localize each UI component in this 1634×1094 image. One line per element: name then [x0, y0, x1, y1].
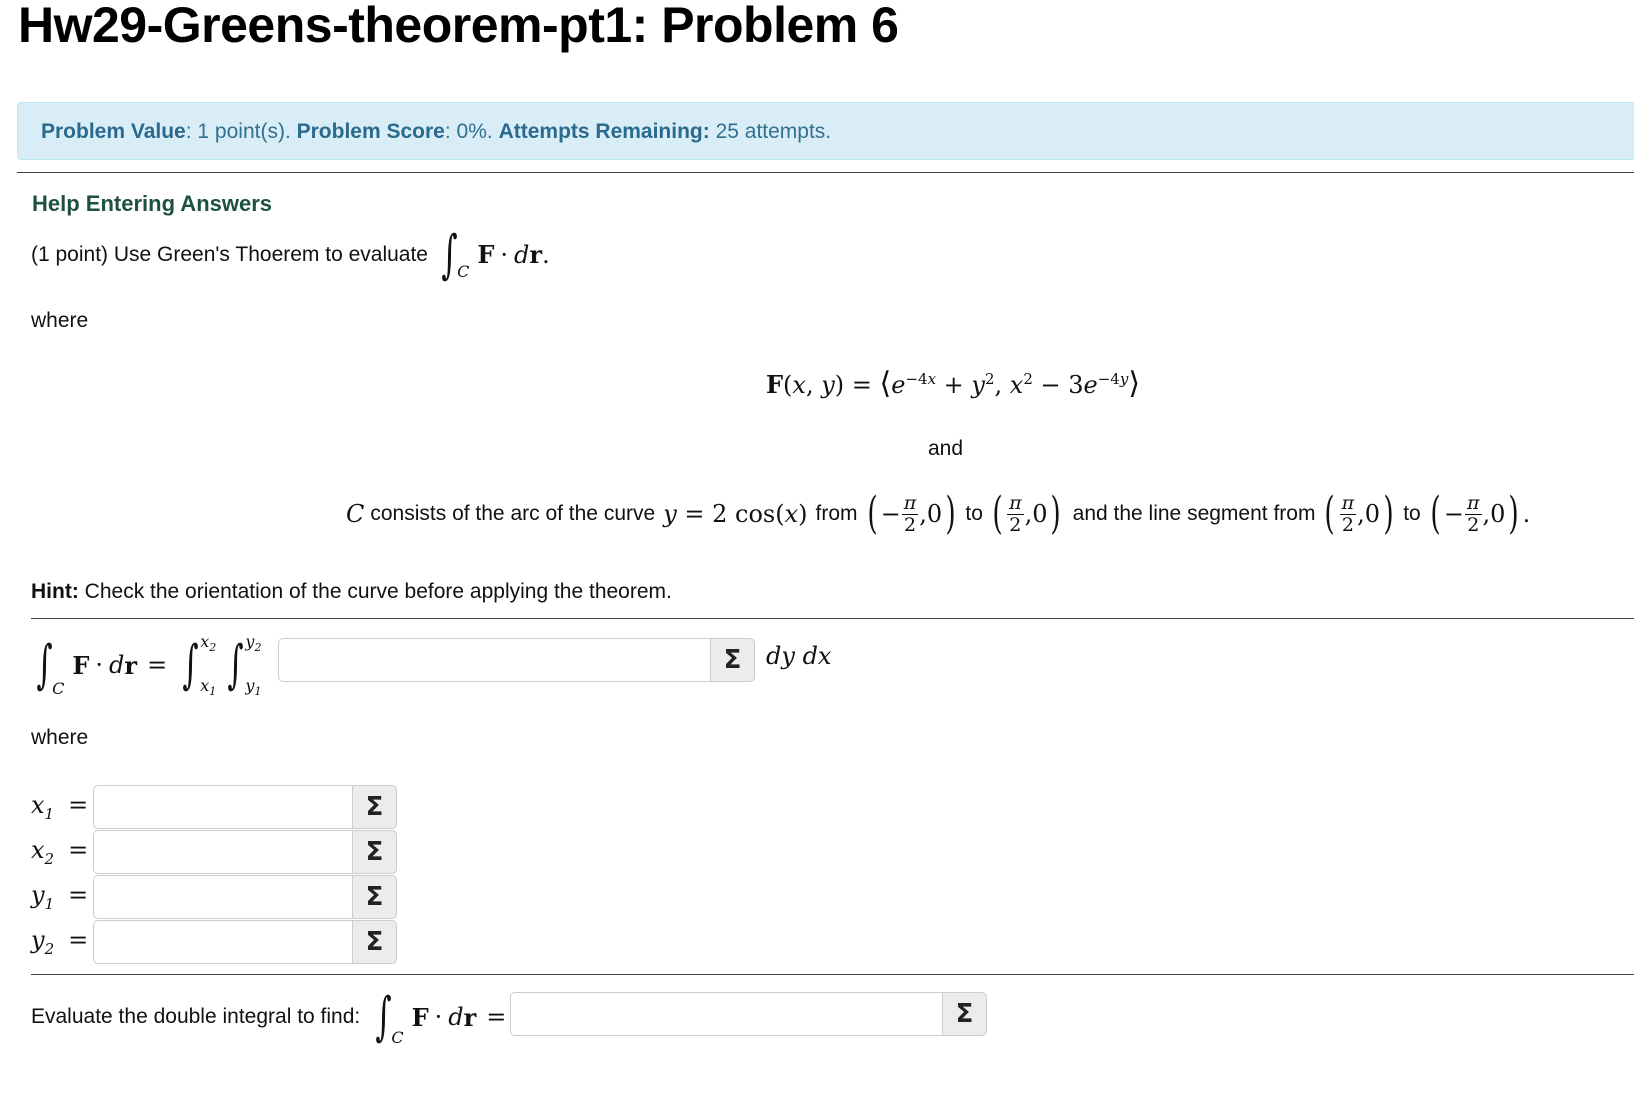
sigma-icon[interactable]: Σ	[352, 785, 397, 829]
divider	[31, 618, 1634, 619]
segment-start: ( $\frac{\pi}{2}$ ,0 )	[1324, 488, 1394, 539]
point-end: ( $\frac{\pi}{2}$ ,0 )	[992, 488, 1062, 539]
sigma-icon[interactable]: Σ	[942, 992, 987, 1036]
y1-input[interactable]	[93, 875, 352, 919]
problem-intro-text: (1 point) Use Green's Thoerem to evaluate	[31, 242, 428, 266]
curve-text-2: and the line segment from	[1072, 502, 1316, 525]
where-text-2: where	[31, 726, 89, 749]
attempts-remaining-text: 25 attempts.	[709, 120, 832, 143]
integrand-answer	[278, 638, 755, 682]
sigma-icon[interactable]: Σ	[352, 830, 397, 874]
final-integral-expression: ∫ C F · d r =	[375, 987, 507, 1047]
final-input[interactable]	[510, 992, 942, 1036]
divider	[17, 172, 1634, 173]
evaluate-row	[31, 985, 506, 1049]
y2-label: $y_2$ =	[31, 926, 89, 958]
integrand-input[interactable]	[278, 638, 710, 682]
final-answer	[510, 992, 987, 1036]
attempts-remaining-label: Attempts Remaining:	[498, 120, 710, 143]
problem-score-label: Problem Score	[296, 120, 445, 143]
help-entering-answers-link[interactable]: Help Entering Answers	[32, 191, 273, 216]
problem-intro	[31, 224, 550, 285]
x2-label: $x_2$ =	[31, 836, 89, 868]
from-text: from	[815, 502, 858, 525]
y1-label: $y_1$ =	[31, 881, 89, 913]
x2-answer	[93, 830, 397, 874]
x1-answer	[93, 785, 397, 829]
problem-score-text: : 0%.	[444, 120, 499, 143]
hint-text: Check the orientation of the curve before applying the theorem.	[84, 580, 672, 603]
y2-input[interactable]	[93, 920, 352, 964]
point-start: ( − $\frac{\pi}{2}$ ,0 )	[866, 488, 956, 539]
problem-value-text: : 1 point(s).	[185, 120, 297, 143]
to-text-2: to	[1403, 502, 1421, 525]
sigma-icon[interactable]: Σ	[352, 875, 397, 919]
hint-label: Hint:	[31, 580, 79, 603]
vector-field-equation: F(x, $y) = ⟨e^{-4x} + y^2$, $x^2$ − $3e^{-4y}⟩$	[766, 366, 1141, 401]
curve-text-1: consists of the arc of the curve	[370, 502, 656, 525]
y1-answer	[93, 875, 397, 919]
sigma-icon[interactable]: Σ	[352, 920, 397, 964]
page-title: Hw29-Greens-theorem-pt1: Problem 6	[18, 0, 899, 53]
line-integral-expression: ∫ C F · d r .	[441, 224, 550, 285]
curve-symbol: C	[346, 500, 365, 528]
divider	[31, 974, 1634, 975]
x2-input[interactable]	[93, 830, 352, 874]
evaluate-text: Evaluate the double integral to find:	[31, 1005, 361, 1028]
sigma-icon[interactable]: Σ	[710, 638, 755, 682]
curve-description	[346, 488, 1531, 539]
problem-value-label: Problem Value	[41, 120, 186, 143]
to-text: to	[965, 502, 983, 525]
dy-dx-text: dy dx	[766, 642, 832, 670]
double-integral-expression: ∫ C F · d r = ∫ $x_2$ $x_1$ ∫ $y_2$ $y_1$	[36, 632, 262, 698]
problem-info-box	[17, 102, 1634, 160]
curve-equation: y = 2 cos(x)	[663, 500, 808, 528]
where-text: where	[31, 309, 89, 332]
segment-end: ( − $\frac{\pi}{2}$ ,0 ) .	[1430, 488, 1531, 539]
and-text: and	[928, 437, 964, 460]
x1-input[interactable]	[93, 785, 352, 829]
y2-answer	[93, 920, 397, 964]
x1-label: $x_1$ =	[31, 791, 89, 823]
hint	[31, 580, 672, 604]
